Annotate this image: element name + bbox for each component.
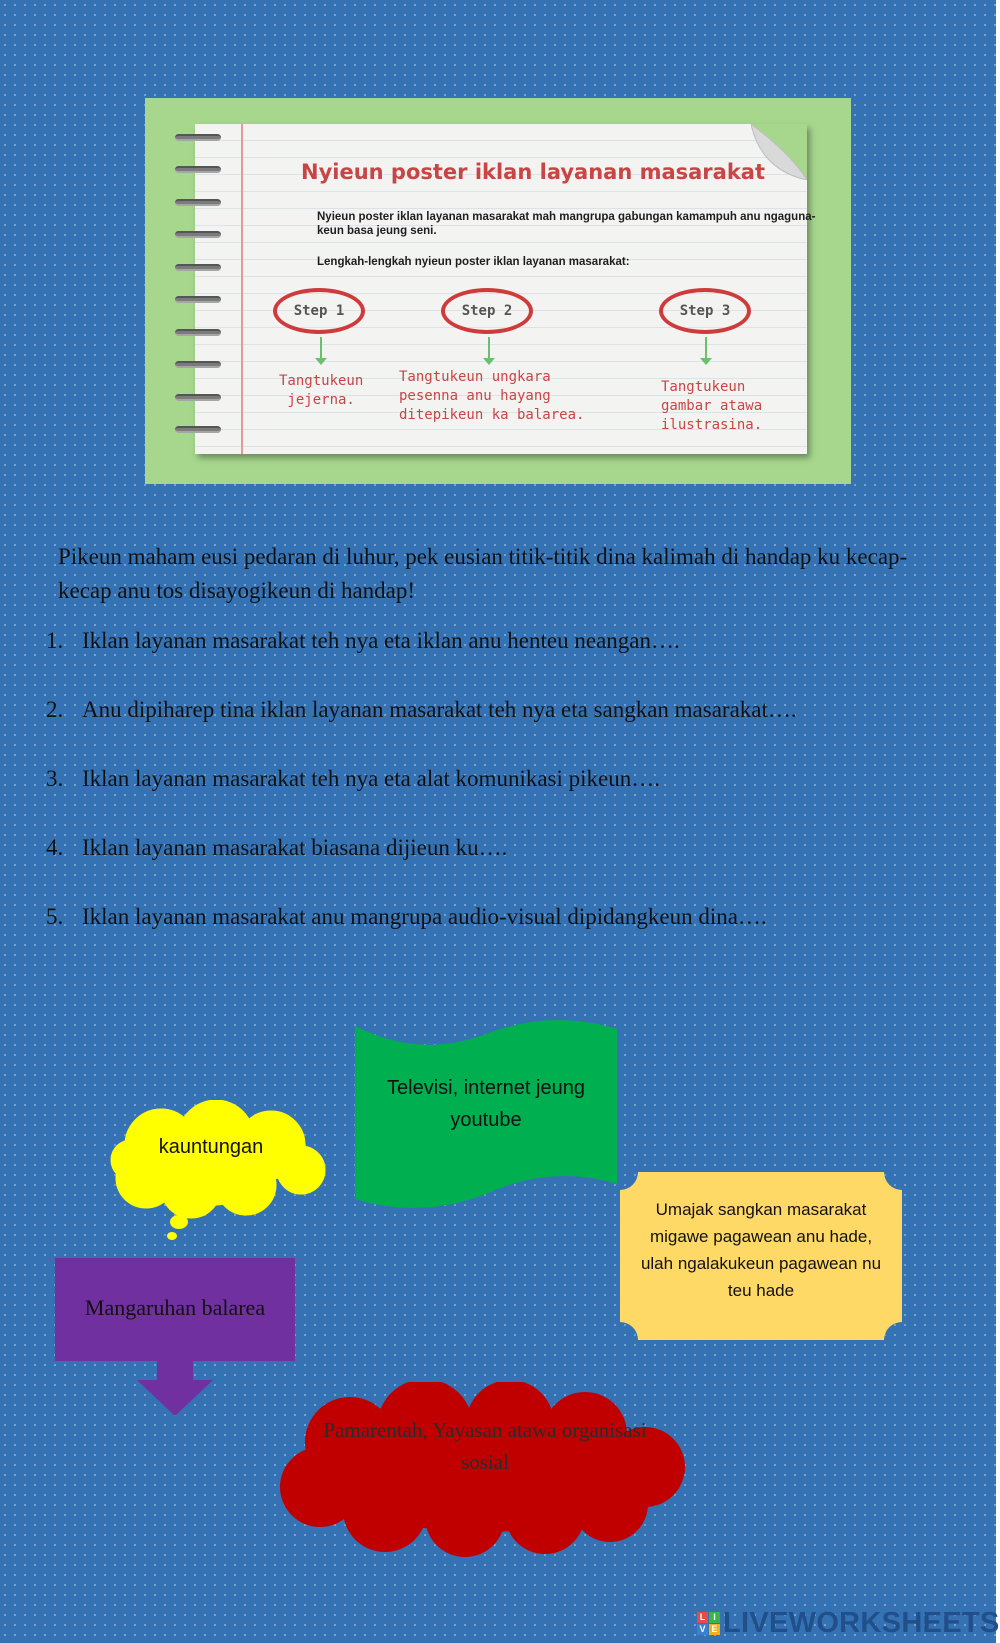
answer-label: Umajak sangkan masarakat migawe pagawean anu hade, ulah ngalakukeun pagawean nu teu hade	[640, 1200, 882, 1300]
spiral-ring-icon	[175, 134, 221, 141]
spiral-ring-icon	[175, 231, 221, 238]
instruction-text: Pikeun maham eusi pedaran di luhur, pek eusian titik-titik dina kalimah di handap ku kecap-kecap anu tos disayogikeun di handap!	[58, 544, 908, 603]
step-3-oval: Step 3	[659, 288, 751, 334]
spiral-ring-icon	[175, 264, 221, 271]
margin-line	[241, 124, 243, 454]
step-1-text: Tangtukeun jejerna.	[279, 373, 364, 408]
answer-label: Pamarentah, Yayasan atawa organisasi sosial	[323, 1418, 647, 1474]
spiral-ring-icon	[175, 199, 221, 206]
answer-kauntungan[interactable]	[106, 1100, 332, 1246]
step-2-oval: Step 2	[441, 288, 533, 334]
spiral-ring-icon	[175, 361, 221, 368]
logo-letter-e: E	[709, 1624, 720, 1635]
question-text: Anu dipiharep tina iklan layanan masarakat teh nya eta sangkan masarakat….	[82, 697, 797, 722]
question-text: Iklan layanan masarakat anu mangrupa audio-visual dipidangkeun dina….	[82, 904, 767, 929]
question-number: 4.	[46, 835, 64, 860]
step-3-arrow-icon	[705, 337, 707, 359]
right-edge-strip	[996, 0, 1000, 1643]
spiral-ring-icon	[175, 296, 221, 303]
step-1-oval: Step 1	[273, 288, 365, 334]
question-text: Iklan layanan masarakat teh nya eta alat komunikasi pikeun….	[82, 766, 660, 791]
poster-steps-intro: Lengkah-lengkah nyieun poster iklan layanan masarakat:	[317, 256, 630, 268]
logo-letter-l: L	[697, 1612, 708, 1623]
logo-letter-v: V	[697, 1624, 708, 1635]
question-text: Iklan layanan masarakat teh nya eta iklan anu henteu neangan….	[82, 628, 680, 653]
question-number: 2.	[46, 697, 64, 722]
logo-wordmark: LIVEWORKSHEETS	[723, 1606, 1000, 1639]
question-text: Iklan layanan masarakat biasana dijieun ku….	[82, 835, 508, 860]
step-3-text: Tangtukeun gambar atawa ilustrasina.	[661, 379, 763, 433]
answer-label: Mangaruhan balarea	[84, 1295, 266, 1320]
question-4	[46, 835, 507, 861]
answer-label: Televisi, internet jeung youtube	[387, 1077, 585, 1131]
question-5	[46, 904, 767, 930]
step-2-text: Tangtukeun ungkara pesenna anu hayang ditepikeun ka balarea.	[399, 369, 585, 423]
liveworksheets-logo[interactable]	[697, 1608, 1000, 1638]
poster-title: Nyieun poster iklan layanan masarakat	[301, 160, 766, 184]
step-2-arrow-icon	[488, 337, 490, 359]
spiral-ring-icon	[175, 394, 221, 401]
spiral-ring-icon	[175, 329, 221, 336]
question-number: 1.	[46, 628, 64, 653]
logo-grid-icon	[697, 1612, 720, 1635]
notebook-page	[195, 124, 816, 454]
answer-pamarentah[interactable]	[275, 1382, 695, 1558]
step-1-arrow-icon	[320, 337, 322, 359]
poster-intro: Nyieun poster iklan layanan masarakat mah mangrupa gabungan kamampuh anu ngaguna-keun basa jeung seni.	[317, 211, 816, 237]
down-arrow-callout-icon	[55, 1258, 295, 1418]
thought-cloud-icon	[106, 1100, 332, 1246]
poster-image	[145, 98, 851, 484]
answer-mangaruhan[interactable]	[55, 1258, 295, 1418]
answer-televisi[interactable]	[355, 1014, 617, 1214]
question-number: 5.	[46, 904, 64, 929]
question-number: 3.	[46, 766, 64, 791]
answer-label: kauntungan	[158, 1136, 264, 1158]
question-3	[46, 766, 660, 792]
question-1	[46, 628, 680, 654]
logo-letter-i: I	[709, 1612, 720, 1623]
question-2	[46, 697, 797, 723]
answer-umajak[interactable]	[620, 1172, 902, 1340]
spiral-ring-icon	[175, 426, 221, 433]
spiral-ring-icon	[175, 166, 221, 173]
